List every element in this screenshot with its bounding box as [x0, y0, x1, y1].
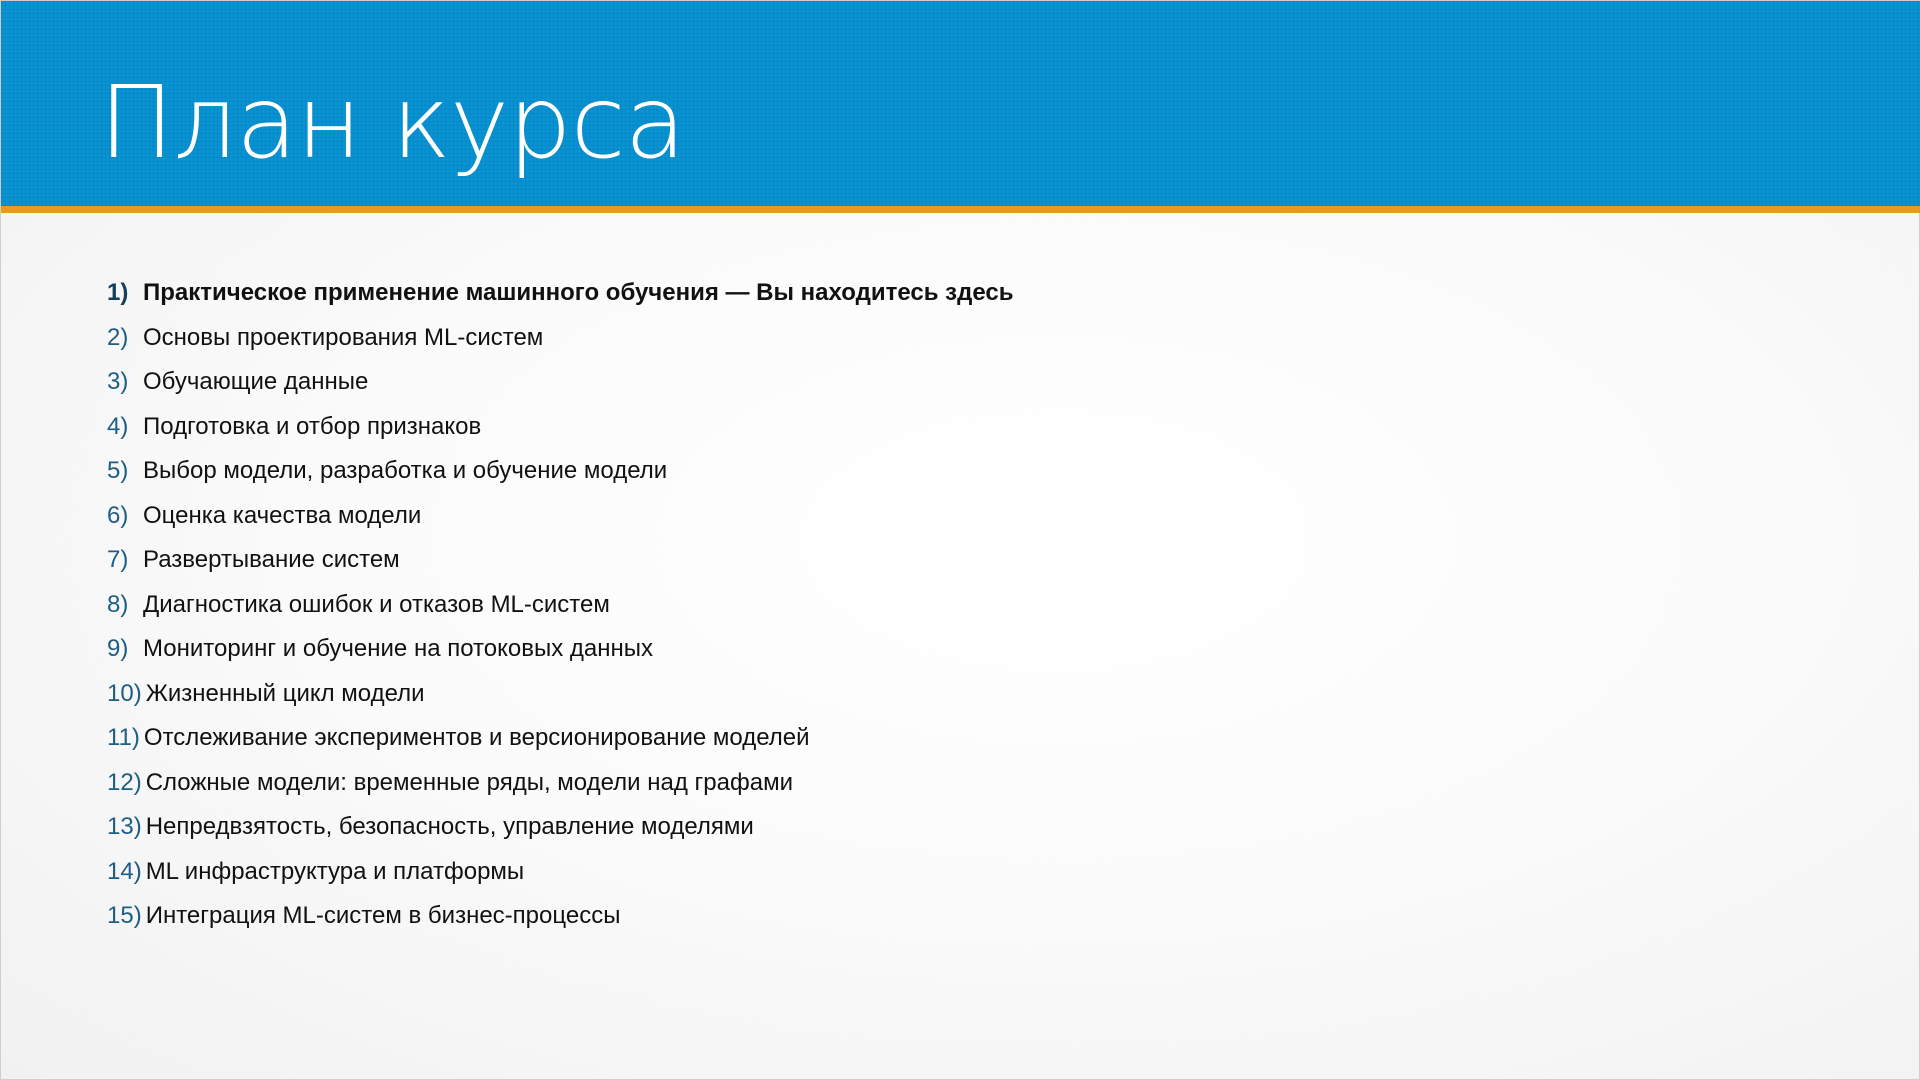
agenda-item-number: 10) [107, 679, 142, 707]
agenda-item-7 [107, 538, 1013, 583]
agenda-item-number: 1) [107, 279, 129, 306]
agenda-item-8 [107, 583, 1013, 628]
accent-divider [1, 206, 1920, 213]
agenda-item-number: 12) [107, 768, 142, 796]
agenda-item-text: Обучающие данные [143, 368, 369, 395]
agenda-item-number: 11) [107, 724, 140, 751]
agenda-item-6 [107, 494, 1013, 539]
agenda-item-3 [107, 360, 1013, 405]
agenda-item-text: Сложные модели: временные ряды, модели над графами [145, 768, 793, 796]
slide-title: План курса [99, 64, 685, 181]
agenda-item-text: Непредвзятость, безопасность, управление моделями [145, 813, 754, 840]
agenda-item-number: 7) [107, 546, 129, 573]
agenda-item-text: Подготовка и отбор признаков [143, 412, 482, 440]
agenda-item-number: 13) [107, 813, 142, 840]
agenda-item-4 [107, 405, 1013, 450]
agenda-item-text: Мониторинг и обучение на потоковых данных [143, 635, 653, 662]
agenda-item-text: Оценка качества модели [143, 501, 422, 529]
agenda-item-number: 15) [107, 902, 142, 929]
agenda-item-10 [107, 672, 1013, 717]
agenda-item-number: 14) [107, 857, 142, 885]
agenda-item-text: ML инфраструктура и платформы [145, 857, 525, 885]
agenda-item-12 [107, 761, 1013, 806]
agenda-item-1 [107, 271, 1013, 316]
agenda-item-number: 5) [107, 457, 129, 484]
agenda-item-text: Практическое применение машинного обучения — Вы находитесь здесь [143, 279, 1014, 306]
agenda-item-2 [107, 316, 1013, 361]
agenda-item-11 [107, 716, 1013, 761]
agenda-item-number: 8) [107, 590, 129, 618]
agenda-item-5 [107, 449, 1013, 494]
agenda-item-text: Диагностика ошибок и отказов ML-систем [143, 590, 610, 618]
agenda-item-number: 2) [107, 323, 129, 351]
agenda-item-number: 3) [107, 368, 129, 395]
agenda-item-13 [107, 805, 1013, 850]
agenda-item-15 [107, 894, 1013, 939]
agenda-item-text: Жизненный цикл модели [145, 679, 425, 707]
agenda-item-text: Интеграция ML-систем в бизнес-процессы [145, 902, 621, 929]
agenda-item-number: 4) [107, 412, 129, 440]
agenda-item-text: Основы проектирования ML-систем [143, 323, 544, 351]
agenda-item-9 [107, 627, 1013, 672]
agenda-item-14 [107, 850, 1013, 895]
course-plan-list [107, 271, 1013, 939]
agenda-item-text: Отслеживание экспериментов и версионирование моделей [143, 724, 810, 751]
agenda-item-number: 9) [107, 635, 129, 662]
agenda-item-text: Развертывание систем [143, 546, 400, 573]
agenda-item-text: Выбор модели, разработка и обучение модели [143, 457, 668, 484]
agenda-item-number: 6) [107, 501, 129, 529]
